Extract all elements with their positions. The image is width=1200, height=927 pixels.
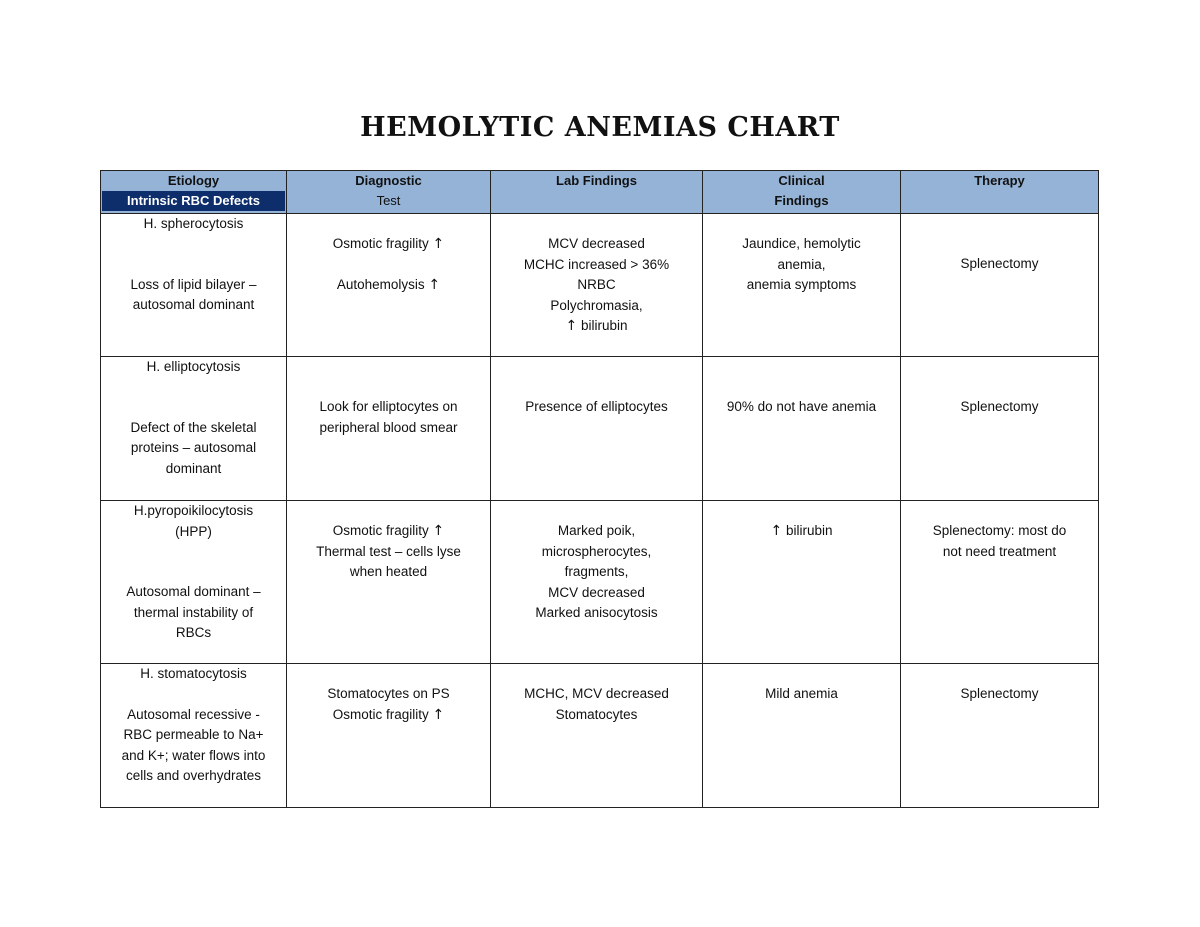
condition-name: H.pyropoikilocytosis (HPP)	[133, 503, 254, 539]
header-diagnostic	[287, 171, 491, 214]
lab-findings: MCV decreased MCHC increased > 36% NRBC Polychromasia,	[523, 236, 670, 313]
lab-findings-cell	[491, 664, 703, 808]
page-title: HEMOLYTIC ANEMIAS CHART	[360, 112, 840, 143]
diagnostic-test: Osmotic fragility ↑	[332, 523, 445, 539]
diagnostic-test: Stomatocytes on PS	[327, 686, 450, 701]
therapy-cell	[901, 501, 1099, 664]
table-row	[101, 501, 1099, 664]
etiology-cell	[101, 214, 287, 357]
lab-findings-cell	[491, 214, 703, 357]
therapy-cell	[901, 357, 1099, 501]
clinical-findings: ↑ bilirubin	[770, 523, 833, 539]
lab-findings: Presence of elliptocytes	[525, 399, 668, 414]
etiology-description: Autosomal dominant – thermal instability of RBCs	[126, 584, 261, 640]
hemolytic-anemias-table	[100, 170, 1099, 808]
etiology-description: Loss of lipid bilayer – autosomal dominant	[130, 276, 257, 312]
lab-findings: MCHC, MCV decreased Stomatocytes	[524, 686, 669, 722]
diagnostic-cell	[287, 357, 491, 501]
clinical-findings: Jaundice, hemolytic anemia, anemia symptoms	[742, 236, 861, 292]
etiology-description: Autosomal recessive - RBC permeable to Na+ and K+; water flows into cells and overhydrates	[121, 706, 266, 783]
up-arrow-icon: ↑	[428, 276, 441, 293]
up-arrow-icon: ↑	[432, 236, 445, 252]
etiology-cell	[101, 664, 287, 808]
table-row	[101, 357, 1099, 501]
table-row	[101, 664, 1099, 808]
header-etiology-subtitle: Intrinsic RBC Defects	[102, 191, 285, 211]
up-arrow-icon: ↑	[432, 523, 445, 539]
clinical-findings: Mild anemia	[765, 686, 838, 701]
header-clinical	[703, 171, 901, 214]
header-clinical-label-1: Clinical	[778, 173, 825, 188]
therapy: Splenectomy	[960, 256, 1039, 271]
header-etiology-label: Etiology	[167, 173, 220, 188]
diagnostic-test: Osmotic fragility ↑	[332, 236, 445, 252]
diagnostic-test: Thermal test – cells lyse when heated	[316, 543, 461, 579]
diagnostic-test: Autohemolysis ↑	[336, 276, 441, 293]
etiology-cell	[101, 501, 287, 664]
diagnostic-test: Look for elliptocytes on peripheral blood smear	[319, 399, 458, 435]
lab-findings: ↑ bilirubin	[565, 318, 628, 334]
header-diagnostic-label-1: Diagnostic	[355, 173, 422, 188]
etiology-cell	[101, 357, 287, 501]
therapy: Splenectomy: most do not need treatment	[932, 523, 1067, 559]
up-arrow-icon: ↑	[770, 523, 783, 539]
header-row	[101, 171, 1099, 214]
therapy: Splenectomy	[960, 686, 1039, 701]
therapy-cell	[901, 214, 1099, 357]
diagnostic-cell	[287, 664, 491, 808]
diagnostic-test: Osmotic fragility ↑	[332, 706, 445, 723]
therapy: Splenectomy	[960, 399, 1039, 414]
diagnostic-cell	[287, 214, 491, 357]
clinical-findings-cell	[703, 664, 901, 808]
clinical-findings-cell	[703, 214, 901, 357]
header-therapy	[901, 171, 1099, 214]
lab-findings: Marked poik, microspherocytes, fragments, MCV decreased Marked anisocytosis	[535, 523, 658, 620]
lab-findings-cell	[491, 501, 703, 664]
up-arrow-icon: ↑	[565, 318, 578, 334]
clinical-findings: 90% do not have anemia	[726, 399, 877, 414]
header-clinical-label-2: Findings	[774, 193, 829, 208]
clinical-findings-cell	[703, 357, 901, 501]
up-arrow-icon: ↑	[432, 706, 445, 723]
etiology-description: Defect of the skeletal proteins – autosomal dominant	[130, 419, 257, 476]
header-etiology	[101, 171, 287, 214]
condition-name: H. stomatocytosis	[140, 666, 247, 681]
table-row	[101, 214, 1099, 357]
therapy-cell	[901, 664, 1099, 808]
clinical-findings-cell	[703, 501, 901, 664]
condition-name: H. spherocytosis	[143, 216, 244, 231]
header-lab	[491, 171, 703, 214]
lab-findings-cell	[491, 357, 703, 501]
header-diagnostic-label-2: Test	[376, 193, 401, 208]
condition-name: H. elliptocytosis	[146, 359, 241, 374]
header-therapy-label: Therapy	[974, 173, 1025, 188]
diagnostic-cell	[287, 501, 491, 664]
header-lab-label: Lab Findings	[556, 173, 637, 188]
